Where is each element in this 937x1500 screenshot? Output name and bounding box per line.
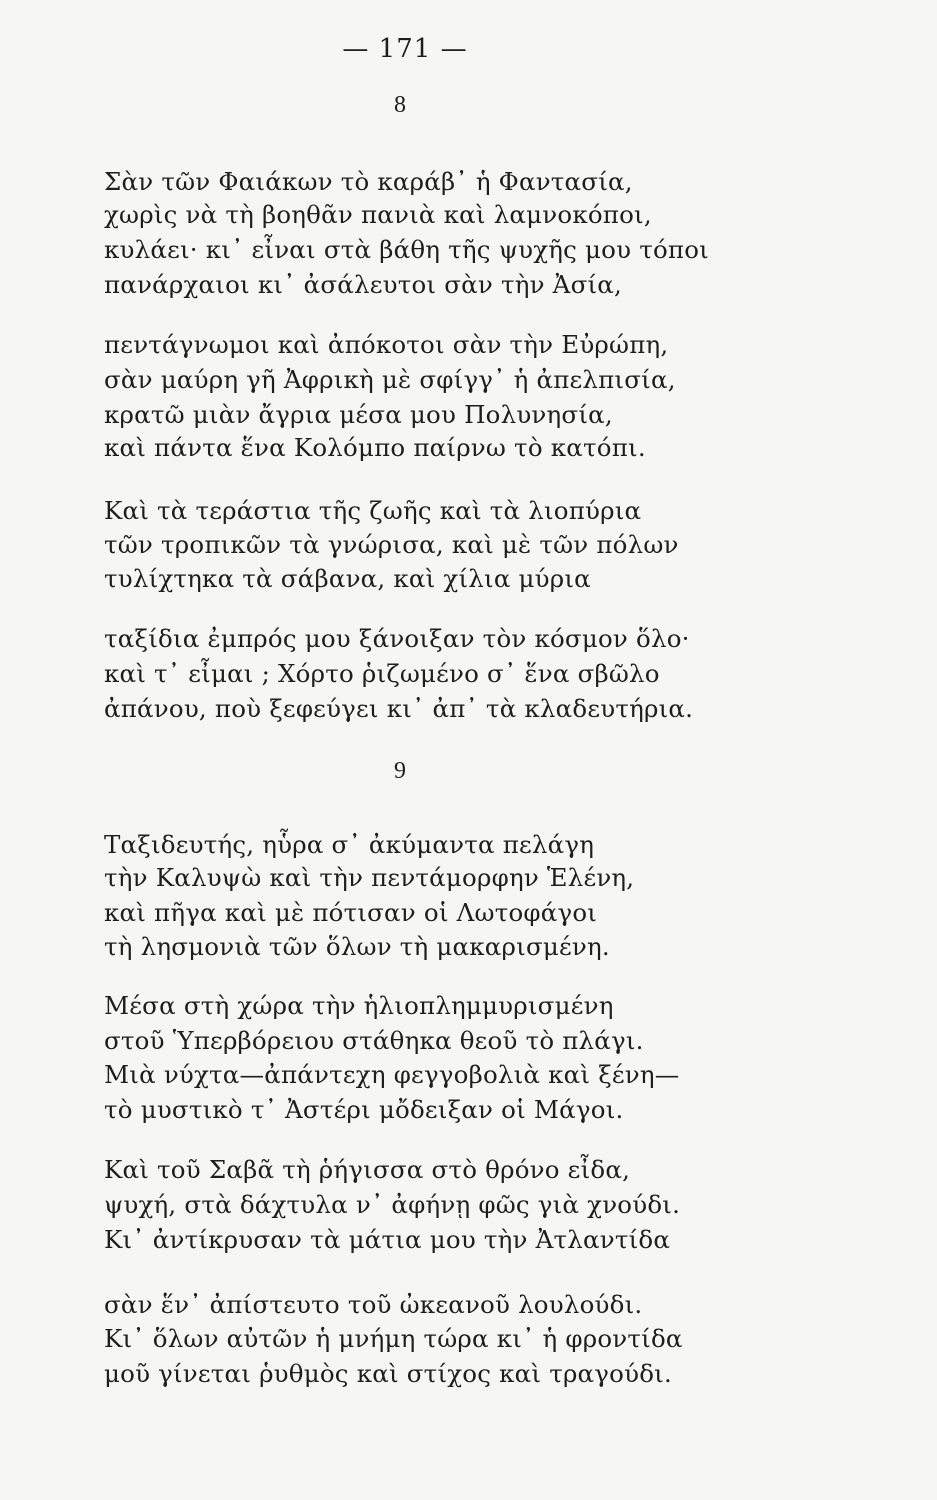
poem-line: πανάρχαιοι κι᾽ ἀσάλευτοι σὰν τὴν Ἀσία, bbox=[104, 270, 623, 299]
poem-line: ταξίδια ἐμπρός μου ξάνοιξαν τὸν κόσμον ὅλο· bbox=[104, 624, 690, 653]
poem-line: μοῦ γίνεται ῥυθμὸς καὶ στίχος καὶ τραγούδι. bbox=[104, 1359, 672, 1388]
poem-line: τὴν Καλυψὼ καὶ τὴν πεντάμορφην Ἑλένη, bbox=[104, 863, 635, 892]
poem-line: σὰν ἕν᾽ ἀπίστευτο τοῦ ὠκεανοῦ λουλούδι. bbox=[104, 1290, 643, 1319]
poem-line: Καὶ τοῦ Σαβᾶ τὴ ῥήγισσα στὸ θρόνο εἶδα, bbox=[104, 1155, 631, 1184]
section-number-8: 8 bbox=[394, 92, 406, 118]
poem-line: καὶ τ᾽ εἶμαι ; Χόρτο ῥιζωμένο σ᾽ ἕνα σβῶλο bbox=[104, 659, 660, 688]
poem-line: χωρὶς νὰ τὴ βοηθᾶν πανιὰ καὶ λαμνοκόποι, bbox=[104, 200, 652, 229]
poem-line: καὶ πάντα ἕνα Κολόμπο παίρνω τὸ κατόπι. bbox=[104, 433, 646, 462]
poem-line: Κι᾽ ὅλων αὐτῶν ἡ μνήμη τώρα κι᾽ ἡ φροντίδα bbox=[104, 1324, 683, 1353]
poem-line: τῶν τροπικῶν τὰ γνώρισα, καὶ μὲ τῶν πόλων bbox=[104, 530, 679, 559]
page-number: — 171 — bbox=[342, 34, 468, 64]
poem-line: σὰν μαύρη γῆ Ἀφρικὴ μὲ σφίγγ᾽ ἡ ἀπελπισία, bbox=[104, 365, 676, 394]
poem-line: Σὰν τῶν Φαιάκων τὸ καράβ᾽ ἡ Φαντασία, bbox=[104, 167, 633, 196]
poem-line: Μέσα στὴ χώρα τὴν ἡλιοπλημμυρισμένη bbox=[104, 991, 614, 1020]
poem-line: τυλίχτηκα τὰ σάβανα, καὶ χίλια μύρια bbox=[104, 564, 591, 593]
section-number-9: 9 bbox=[394, 758, 406, 784]
poem-line: Καὶ τὰ τεράστια τῆς ζωῆς καὶ τὰ λιοπύρια bbox=[104, 496, 642, 525]
poem-line: τὸ μυστικὸ τ᾽ Ἀστέρι μὄδειξαν οἱ Μάγοι. bbox=[104, 1095, 624, 1124]
poem-line: Μιὰ νύχτα—ἀπάντεχη φεγγοβολιὰ καὶ ξένη— bbox=[104, 1060, 680, 1089]
poem-line: ἀπάνου, ποὺ ξεφεύγει κι᾽ ἀπ᾽ τὰ κλαδευτήρια. bbox=[104, 694, 694, 723]
poem-line: τὴ λησμονιὰ τῶν ὅλων τὴ μακαρισμένη. bbox=[104, 932, 610, 961]
poem-line: Κι᾽ ἀντίκρυσαν τὰ μάτια μου τὴν Ἀτλαντίδα bbox=[104, 1225, 671, 1254]
poem-line: ψυχή, στὰ δάχτυλα ν᾽ ἀφήνῃ φῶς γιὰ χνούδι. bbox=[104, 1190, 681, 1219]
poem-line: κυλάει· κι᾽ εἶναι στὰ βάθη τῆς ψυχῆς μου τόποι bbox=[104, 235, 709, 264]
poem-line: πεντάγνωμοι καὶ ἀπόκοτοι σὰν τὴν Εὐρώπη, bbox=[104, 330, 669, 359]
poem-line: Ταξιδευτής, ηὗρα σ᾽ ἀκύμαντα πελάγη bbox=[104, 830, 595, 859]
poem-line: καὶ πῆγα καὶ μὲ πότισαν οἱ Λωτοφάγοι bbox=[104, 898, 598, 927]
poem-line: στοῦ Ὑπερβόρειου στάθηκα θεοῦ τὸ πλάγι. bbox=[104, 1026, 644, 1055]
poem-line: κρατῶ μιὰν ἄγρια μέσα μου Πολυνησία, bbox=[104, 400, 613, 429]
